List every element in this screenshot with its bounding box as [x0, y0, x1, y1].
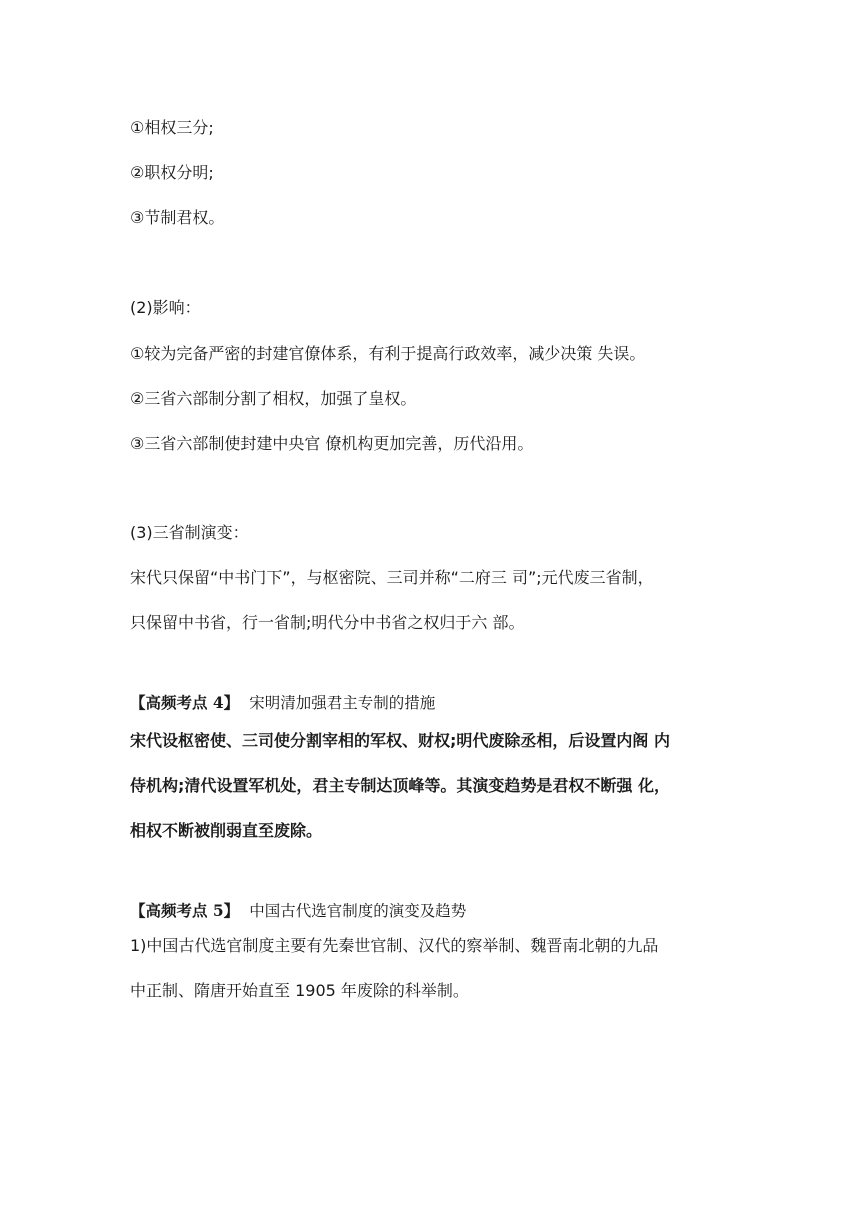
point4-title: 宋明清加强君主专制的措施 — [249, 694, 436, 712]
point4-mark: 【高频考点 4】 — [130, 693, 240, 712]
point5-line-1: 1)中国古代选官制度主要有先秦世官制、汉代的察举制、魏晋南北朝的九品 — [130, 936, 659, 955]
point4-line-3: 相权不断被削弱直至废除。 — [130, 821, 323, 840]
influence-item-2: ②三省六部制分割了相权，加强了皇权。 — [130, 389, 417, 408]
point5-title: 中国古代选官制度的演变及趋势 — [249, 902, 467, 920]
feature-item-3: ③节制君权。 — [130, 208, 225, 227]
point5-mark: 【高频考点 5】 — [130, 901, 240, 920]
point4-line-2: 侍机构;清代设置军机处，君主专制达顶峰等。其演变趋势是君权不断强 化， — [130, 776, 670, 795]
point5-line-2: 中正制、隋唐开始直至 1905 年废除的科举制。 — [130, 981, 469, 1000]
point4-heading — [130, 692, 435, 714]
evolution-line-2: 只保留中书省，行一省制;明代分中书省之权归于六 部。 — [130, 613, 525, 632]
evolution-heading: (3)三省制演变： — [130, 523, 249, 542]
influence-item-1: ①较为完备严密的封建官僚体系，有利于提高行政效率，减少决策 失误。 — [130, 344, 646, 363]
point5-heading — [130, 900, 466, 922]
evolution-line-1: 宋代只保留“中书门下”，与枢密院、三司并称“二府三 司”;元代废三省制， — [130, 568, 654, 587]
point4-line-1: 宋代设枢密使、三司使分割宰相的军权、财权;明代废除丞相，后设置内阁 内 — [130, 731, 670, 750]
feature-item-1: ①相权三分; — [130, 118, 214, 137]
influence-heading: (2)影响： — [130, 298, 201, 317]
feature-item-2: ②职权分明; — [130, 163, 214, 182]
influence-item-3: ③三省六部制使封建中央官 僚机构更加完善，历代沿用。 — [130, 434, 534, 453]
